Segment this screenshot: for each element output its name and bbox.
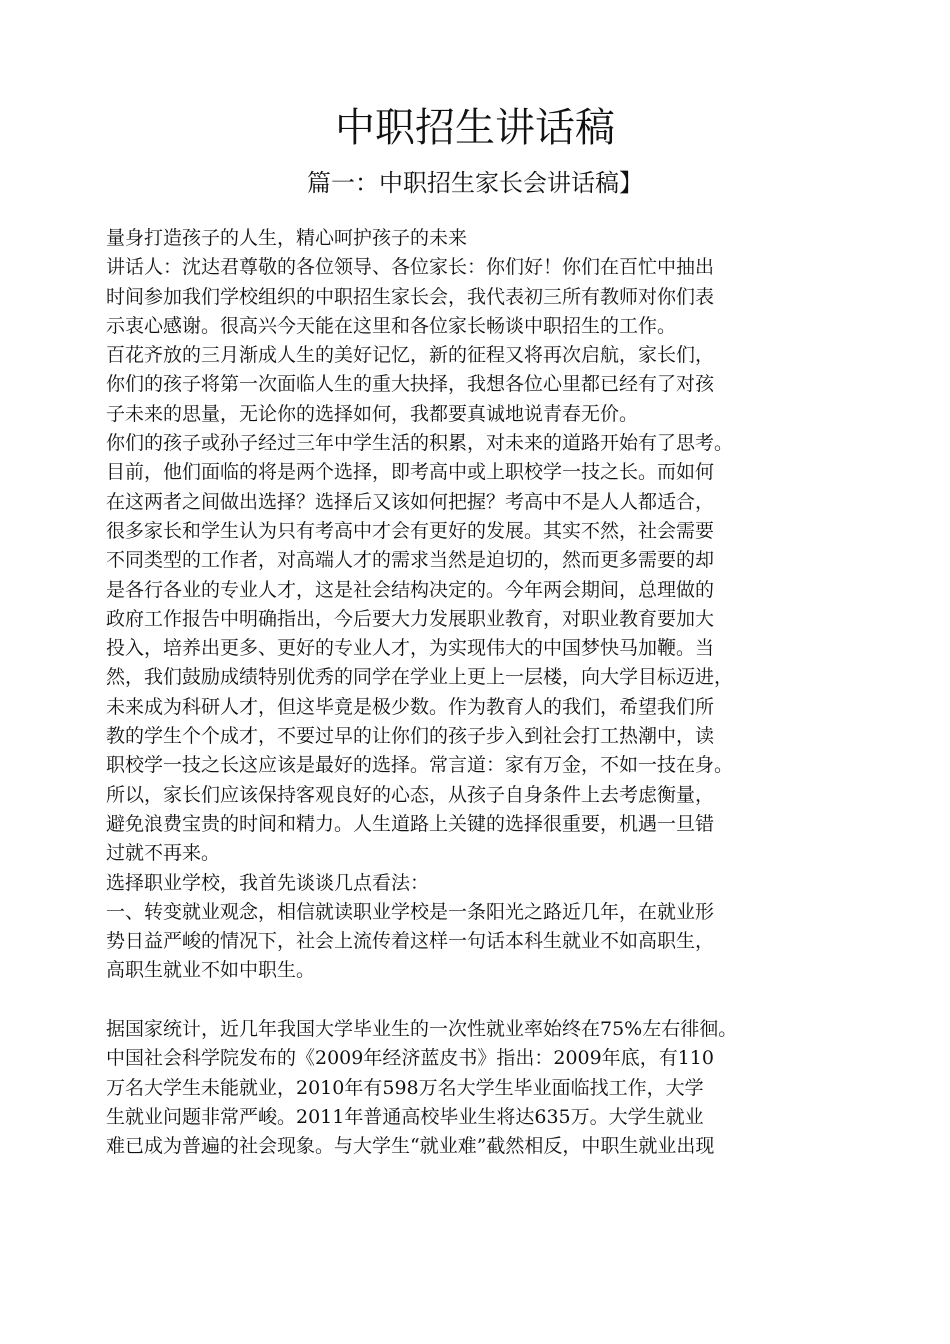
text-line: 万名大学生未能就业，2010年有598万名大学生毕业面临找工作，大学 bbox=[106, 1076, 704, 1099]
text-line: 生就业问题非常严峻。2011年普通高校毕业生将达635万。大学生就业 bbox=[106, 1105, 704, 1128]
paragraph-block-1 bbox=[106, 224, 866, 986]
text-line: 然，我们鼓励成绩特别优秀的同学在学业上更上一层楼，向大学目标迈进， bbox=[106, 666, 734, 689]
text-line: 政府工作报告中明确指出，今后要大力发展职业教育，对职业教育要加大 bbox=[106, 607, 715, 630]
text-line: 所以，家长们应该保持客观良好的心态，从孩子自身条件上去考虑衡量， bbox=[106, 783, 715, 806]
text-line: 示衷心感谢。很高兴今天能在这里和各位家长畅谈中职招生的工作。 bbox=[106, 314, 677, 337]
text-line: 在这两者之间做出选择？选择后又该如何把握？考高中不是人人都适合， bbox=[106, 490, 715, 513]
text-line: 避免浪费宝贵的时间和精力。人生道路上关键的选择很重要，机遇一旦错 bbox=[106, 812, 715, 835]
text-line: 讲话人：沈达君尊敬的各位领导、各位家长：你们好！你们在百忙中抽出 bbox=[106, 256, 715, 279]
text-line: 高职生就业不如中职生。 bbox=[106, 959, 316, 982]
text-line: 投入，培养出更多、更好的专业人才，为实现伟大的中国梦快马加鞭。当 bbox=[106, 637, 715, 660]
text-line: 势日益严峻的情况下，社会上流传着这样一句话本科生就业不如高职生， bbox=[106, 930, 715, 953]
text-line: 时间参加我们学校组织的中职招生家长会，我代表初三所有教师对你们表 bbox=[106, 285, 715, 308]
text-line: 目前，他们面临的将是两个选择，即考高中或上职校学一技之长。而如何 bbox=[106, 461, 715, 484]
text-line: 你们的孩子将第一次面临人生的重大抉择，我想各位心里都已经有了对孩 bbox=[106, 373, 715, 396]
document-subtitle: 篇一：中职招生家长会讲话稿】 bbox=[307, 169, 643, 197]
text-line: 不同类型的工作者，对高端人才的需求当然是迫切的，然而更多需要的却 bbox=[106, 549, 715, 572]
document-body bbox=[106, 224, 866, 1162]
paragraph-block-2 bbox=[106, 1015, 866, 1161]
text-line: 未来成为科研人才，但这毕竟是极少数。作为教育人的我们，希望我们所 bbox=[106, 695, 715, 718]
text-line: 量身打造孩子的人生，精心呵护孩子的未来 bbox=[106, 227, 468, 249]
text-line: 据国家统计，近几年我国大学毕业生的一次性就业率始终在75%左右徘徊。 bbox=[106, 1018, 738, 1041]
text-line: 一、转变就业观念，相信就读职业学校是一条阳光之路近几年，在就业形 bbox=[106, 900, 715, 923]
text-line: 很多家长和学生认为只有考高中才会有更好的发展。其实不然，社会需要 bbox=[106, 519, 715, 542]
text-line: 子未来的思量，无论你的选择如何，我都要真诚地说青春无价。 bbox=[106, 402, 639, 425]
text-line: 教的学生个个成才，不要过早的让你们的孩子步入到社会打工热潮中，读 bbox=[106, 725, 715, 748]
text-line: 是各行各业的专业人才，这是社会结构决定的。今年两会期间，总理做的 bbox=[106, 578, 715, 601]
text-line: 中国社会科学院发布的《2009年经济蓝皮书》指出：2009年底，有110 bbox=[106, 1047, 714, 1070]
text-line: 职校学一技之长这应该是最好的选择。常言道：家有万金，不如一技在身。 bbox=[106, 754, 734, 777]
text-line: 过就不再来。 bbox=[106, 842, 221, 865]
document-title: 中职招生讲话稿 bbox=[335, 105, 615, 151]
text-line: 百花齐放的三月渐成人生的美好记忆，新的征程又将再次启航，家长们， bbox=[106, 344, 715, 367]
text-line: 难已成为普遍的社会现象。与大学生“就业难”截然相反，中职生就业出现 bbox=[106, 1135, 715, 1158]
paragraph-gap bbox=[106, 986, 866, 1015]
text-line: 你们的孩子或孙子经过三年中学生活的积累，对未来的道路开始有了思考。 bbox=[106, 432, 734, 455]
text-line: 选择职业学校，我首先谈谈几点看法： bbox=[106, 871, 430, 894]
